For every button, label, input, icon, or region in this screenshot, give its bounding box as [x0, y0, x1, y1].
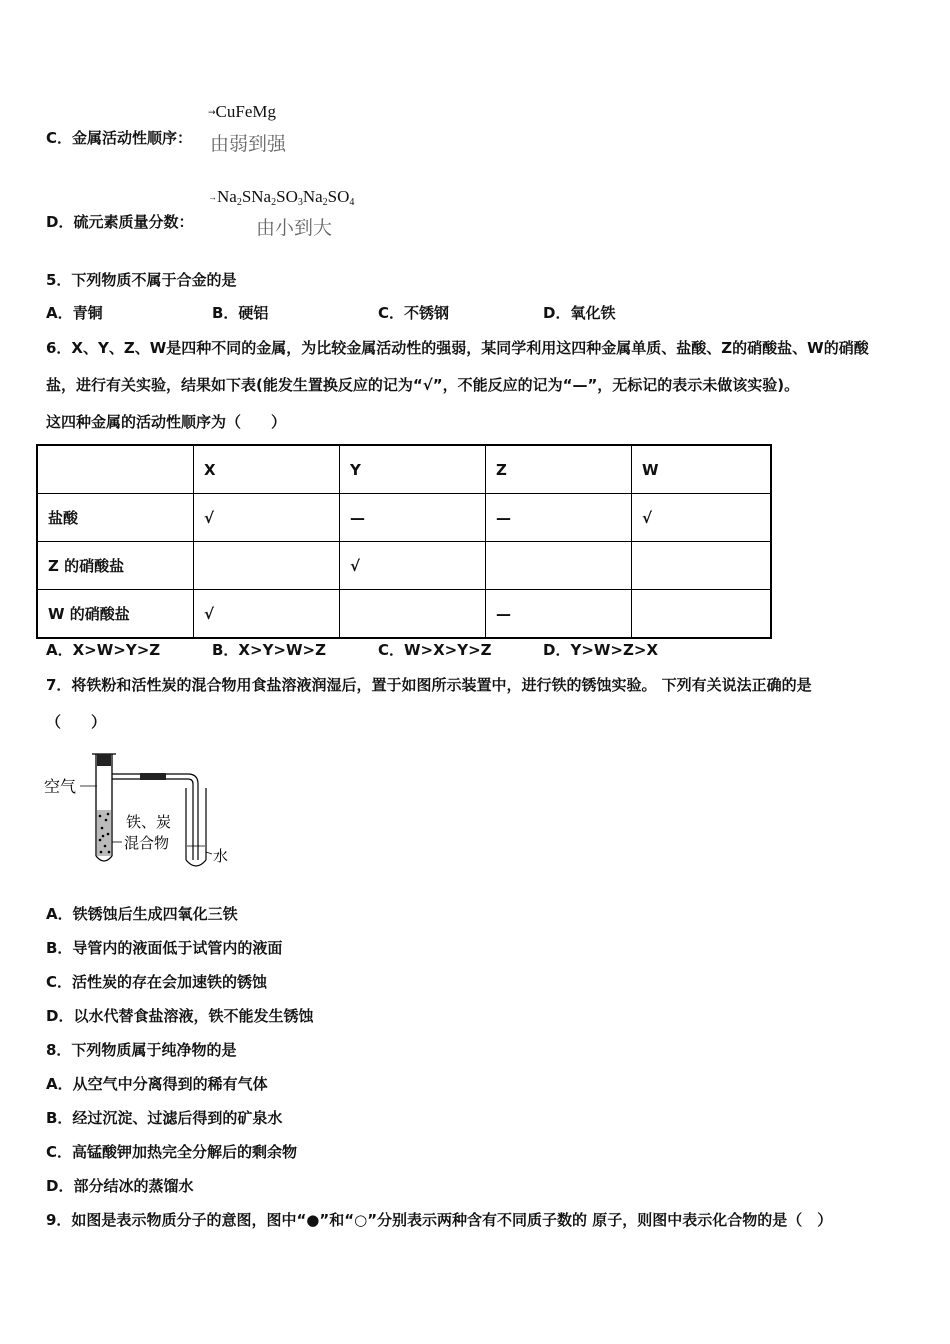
- q5-option-d[interactable]: D．氧化铁: [543, 304, 616, 322]
- q5-option-b[interactable]: B．硬铝: [212, 304, 269, 322]
- q6-option-b[interactable]: B．X>Y>W>Z: [212, 641, 326, 659]
- q8-stem: 8．下列物质属于纯净物的是: [46, 1041, 237, 1059]
- q5-stem: 5．下列物质不属于合金的是: [46, 271, 237, 289]
- q6-stem-line-1: 6．X、Y、Z、W是四种不同的金属，为比较金属活动性的强弱，某同学利用这四种金属单质、盐酸、Z的硝酸盐、W的硝酸: [46, 339, 869, 357]
- q6-stem-line-2: 盐，进行有关实验，结果如下表(能发生置换反应的记为“√”，不能反应的记为“—”，无标记的表示未做该实验)。: [46, 376, 800, 394]
- table-row: [37, 590, 771, 639]
- table-header-row: [37, 445, 771, 494]
- q4-option-d-arrow-label: 由小到大: [256, 218, 333, 239]
- q7-option-a[interactable]: A．铁锈蚀后生成四氧化三铁: [46, 905, 238, 923]
- q7-option-c[interactable]: C．活性炭的存在会加速铁的锈蚀: [46, 973, 268, 991]
- table-cell: √: [340, 542, 486, 590]
- q4-option-d-label: D．硫元素质量分数：: [46, 213, 194, 231]
- mixture-label: 混合物: [124, 834, 170, 852]
- q6-stem-line-3: 这四种金属的活动性顺序为（ ）: [46, 413, 287, 431]
- arrow-icon: →: [208, 108, 216, 118]
- q4-option-c-arrow-label: 由弱到强: [210, 134, 287, 155]
- q6-option-d[interactable]: D．Y>W>Z>X: [543, 641, 659, 659]
- table-header-cell: Y: [340, 445, 486, 494]
- q4-option-c-label: C．金属活动性顺序：: [46, 129, 193, 147]
- table-cell: —: [486, 494, 632, 542]
- iron-carbon-label: 铁、炭: [126, 813, 172, 831]
- q4-option-c-formula: →CuFeMg: [208, 102, 277, 121]
- arrow-icon: →: [208, 192, 217, 202]
- table-row: [37, 494, 771, 542]
- table-cell: √: [194, 590, 340, 639]
- table-row-label: 盐酸: [37, 494, 194, 542]
- rust-experiment-apparatus-figure: [40, 748, 240, 873]
- q5-option-a[interactable]: A．青铜: [46, 304, 103, 322]
- table-cell: √: [194, 494, 340, 542]
- q8-option-a[interactable]: A．从空气中分离得到的稀有气体: [46, 1075, 268, 1093]
- q5-option-c[interactable]: C．不锈钢: [378, 304, 450, 322]
- table-cell: [632, 542, 772, 590]
- table-row: [37, 542, 771, 590]
- water-container: [186, 788, 212, 866]
- air-label: 空气: [44, 777, 77, 796]
- q7-option-d[interactable]: D．以水代替食盐溶液，铁不能发生锈蚀: [46, 1007, 314, 1025]
- table-cell: √: [632, 494, 772, 542]
- iron-carbon-mixture: [97, 810, 111, 856]
- q8-option-d[interactable]: D．部分结冰的蒸馏水: [46, 1177, 194, 1195]
- table-cell: [340, 590, 486, 639]
- q6-option-a[interactable]: A．X>W>Y>Z: [46, 641, 161, 659]
- table-header-cell: W: [632, 445, 772, 494]
- water-label: 水: [213, 847, 229, 865]
- q7-stem-line-1: 7．将铁粉和活性炭的混合物用食盐溶液润湿后，置于如图所示装置中，进行铁的锈蚀实验。 下列有关说法正确的是: [46, 676, 812, 694]
- table-row-label: W 的硝酸盐: [37, 590, 194, 639]
- q8-option-c[interactable]: C．高锰酸钾加热完全分解后的剩余物: [46, 1143, 298, 1161]
- q6-results-table: [36, 444, 772, 639]
- table-row-label: Z 的硝酸盐: [37, 542, 194, 590]
- table-cell: [194, 542, 340, 590]
- table-header-cell: X: [194, 445, 340, 494]
- table-cell: [632, 590, 772, 639]
- table-cell: —: [340, 494, 486, 542]
- q8-option-b[interactable]: B．经过沉淀、过滤后得到的矿泉水: [46, 1109, 283, 1127]
- table-cell: —: [486, 590, 632, 639]
- table-cell: [486, 542, 632, 590]
- q6-option-c[interactable]: C．W>X>Y>Z: [378, 641, 492, 659]
- q9-stem: 9．如图是表示物质分子的意图，图中“●”和“○”分别表示两种含有不同质子数的 原子，则图中表示化合物的是（ ）: [46, 1211, 833, 1229]
- q7-option-b[interactable]: B．导管内的液面低于试管内的液面: [46, 939, 283, 957]
- table-header-cell: Z: [486, 445, 632, 494]
- q7-stem-line-2: （ ）: [46, 713, 107, 731]
- q4-option-d-formula: $\to Na_2SNa_2SO_3Na_2SO_4$: [208, 187, 355, 208]
- table-cell: [37, 445, 194, 494]
